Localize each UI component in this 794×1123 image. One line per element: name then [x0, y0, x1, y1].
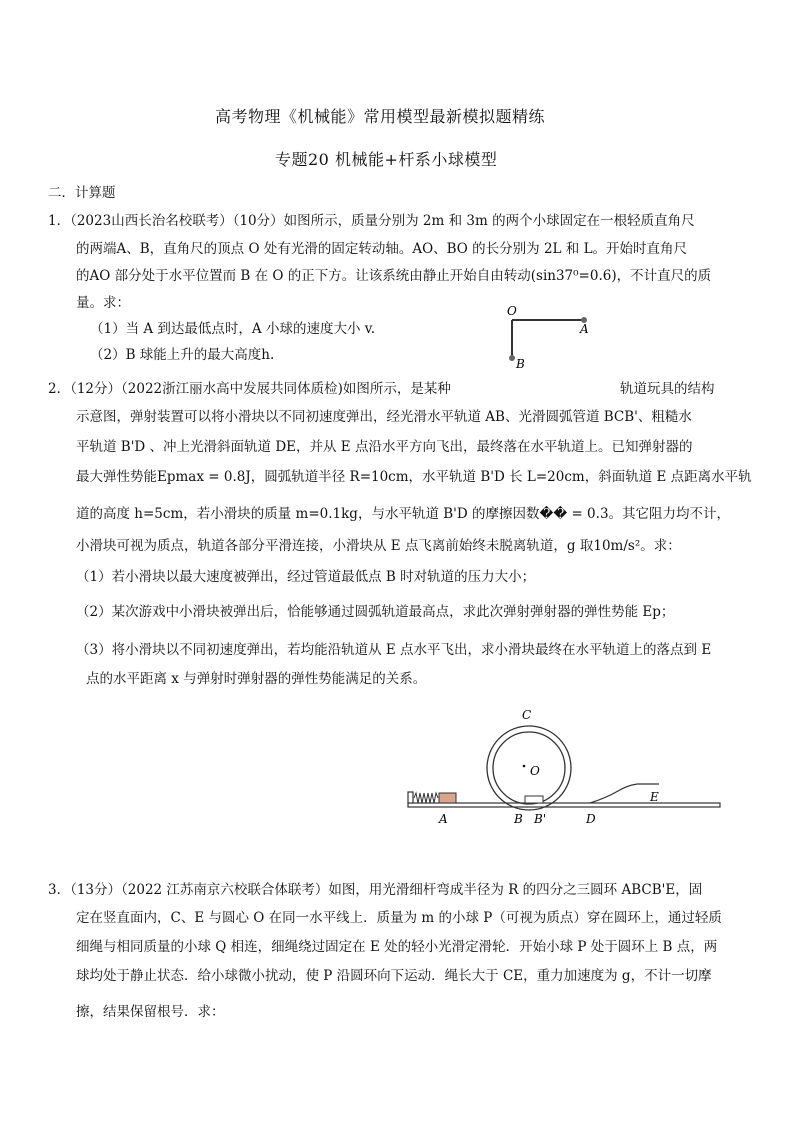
q3-line-1: 3．（13分）（2022 江苏南京六校联合体联考）如图，用光滑细杆弯成半径为 R 的四分之三圆环 ABCB'E，固 — [48, 882, 703, 898]
q1-sub-2: （2）B 球能上升的最大高度h. — [90, 347, 275, 363]
q2-line-2: 示意图，弹射装置可以将小滑块以不同初速度弹出，经光滑水平轨道 AB、光滑圆弧管道 BCB'、粗糙水 — [76, 409, 692, 425]
q2-sub-3-line-1: （3）将小滑块以不同初速度弹出，若均能沿轨道从 E 点水平飞出，求小滑块最终在水平轨道上的落点到 E — [76, 642, 712, 658]
q2-line-1-left: 2．（12分）（2022浙江丽水高中发展共同体质检)如图所示，是某种 — [48, 381, 451, 397]
q3-line-2: 定在竖直面内，C、E 与圆心 O 在同一水平线上．质量为 m 的小球 P（可视为质点）穿在圆环上，通过轻质 — [76, 910, 722, 926]
label-a: A — [580, 322, 589, 336]
q2-sub-2: （2）某次游戏中小滑块被弹出后，恰能够通过圆弧轨道最高点，求此次弹射弹射器的弹性势能 Ep； — [76, 604, 675, 620]
launcher-wall — [408, 792, 413, 803]
slider-block — [439, 793, 456, 803]
label-a: A — [439, 812, 448, 826]
q2-line-3: 平轨道 B'D 、冲上光滑斜面轨道 DE，并从 E 点沿水平方向飞出，最终落在水平轨道上。已知弹射器的 — [76, 439, 693, 455]
q1-right-angle-ruler-figure — [498, 300, 598, 372]
q1-line-3: 的AO 部分处于水平位置而 B 在 O 的正下方。让该系统由静止开始自由转动(sin37⁰=0.6)，不计直尺的质 — [76, 268, 712, 284]
label-b-prime: B' — [534, 812, 547, 826]
q1-line-4: 量。求： — [76, 295, 130, 311]
q2-line-6: 小滑块可视为质点，轨道各部分平滑连接，小滑块从 E 点飞离前始终未脱离轨道，g 取10m/s²。求： — [76, 538, 681, 554]
q2-sub-1: （1）若小滑块以最大速度被弹出，经过管道最低点 B 时对轨道的压力大小； — [76, 569, 536, 585]
page-subtitle: 专题20 机械能+杆系小球模型 — [275, 150, 498, 169]
incline-de — [590, 784, 659, 803]
pipe-gap — [525, 796, 543, 803]
ball-b — [509, 355, 515, 361]
q3-line-3: 细绳与相同质量的小球 Q 相连，细绳绕过固定在 E 处的轻小光滑定滑轮．开始小球 P 处于圆环上 B 点，两 — [76, 939, 718, 955]
q1-line-2: 的两端A、B，直角尺的顶点 O 处有光滑的固定转动轴。AO、BO 的长分别为 2L 和 L。开始时直角尺 — [76, 241, 688, 257]
label-o: O — [530, 764, 540, 778]
q2-line-1-right: 轨道玩具的结构 — [620, 381, 715, 397]
label-b: B — [514, 812, 523, 826]
label-c: C — [522, 708, 532, 722]
q3-line-5: 擦，结果保留根号．求： — [76, 1004, 225, 1020]
horizontal-track — [408, 803, 720, 807]
label-o: O — [507, 304, 517, 318]
label-e: E — [650, 790, 659, 804]
pipe-inner — [493, 732, 565, 804]
q1-line-1: 1．（2023山西长治名校联考）（10分）如图所示，质量分别为 2m 和 3m 的两个小球固定在一根轻质直角尺 — [48, 213, 695, 229]
page-title: 高考物理《机械能》常用模型最新模拟题精练 — [215, 107, 546, 126]
q2-sub-3-line-2: 点的水平距离 x 与弹射时弹射器的弹性势能满足的关系。 — [86, 671, 427, 687]
section-label: 二．计算题 — [48, 185, 116, 201]
circle-center — [523, 765, 526, 768]
q3-line-4: 球均处于静止状态．给小球微小扰动，使 P 沿圆环向下运动．绳长大于 CE，重力加速度为 g，不计一切摩 — [76, 968, 712, 984]
q1-sub-1: （1）当 A 到达最低点时，A 小球的速度大小 v. — [90, 321, 376, 337]
q2-line-4: 最大弹性势能Epmax = 0.8J，圆弧轨道半径 R=10cm，水平轨道 B'D 长 L=20cm，斜面轨道 E 点距离水平轨 — [76, 469, 752, 485]
q2-track-toy-figure — [404, 700, 724, 830]
q2-line-5: 道的高度 h=5cm，若小滑块的质量 m=0.1kg，与水平轨道 B'D 的摩擦因数�� = 0.3。其它阻力均不计， — [76, 506, 731, 522]
label-d: D — [586, 812, 596, 826]
label-b: B — [516, 357, 525, 371]
launcher-spring — [414, 793, 438, 803]
